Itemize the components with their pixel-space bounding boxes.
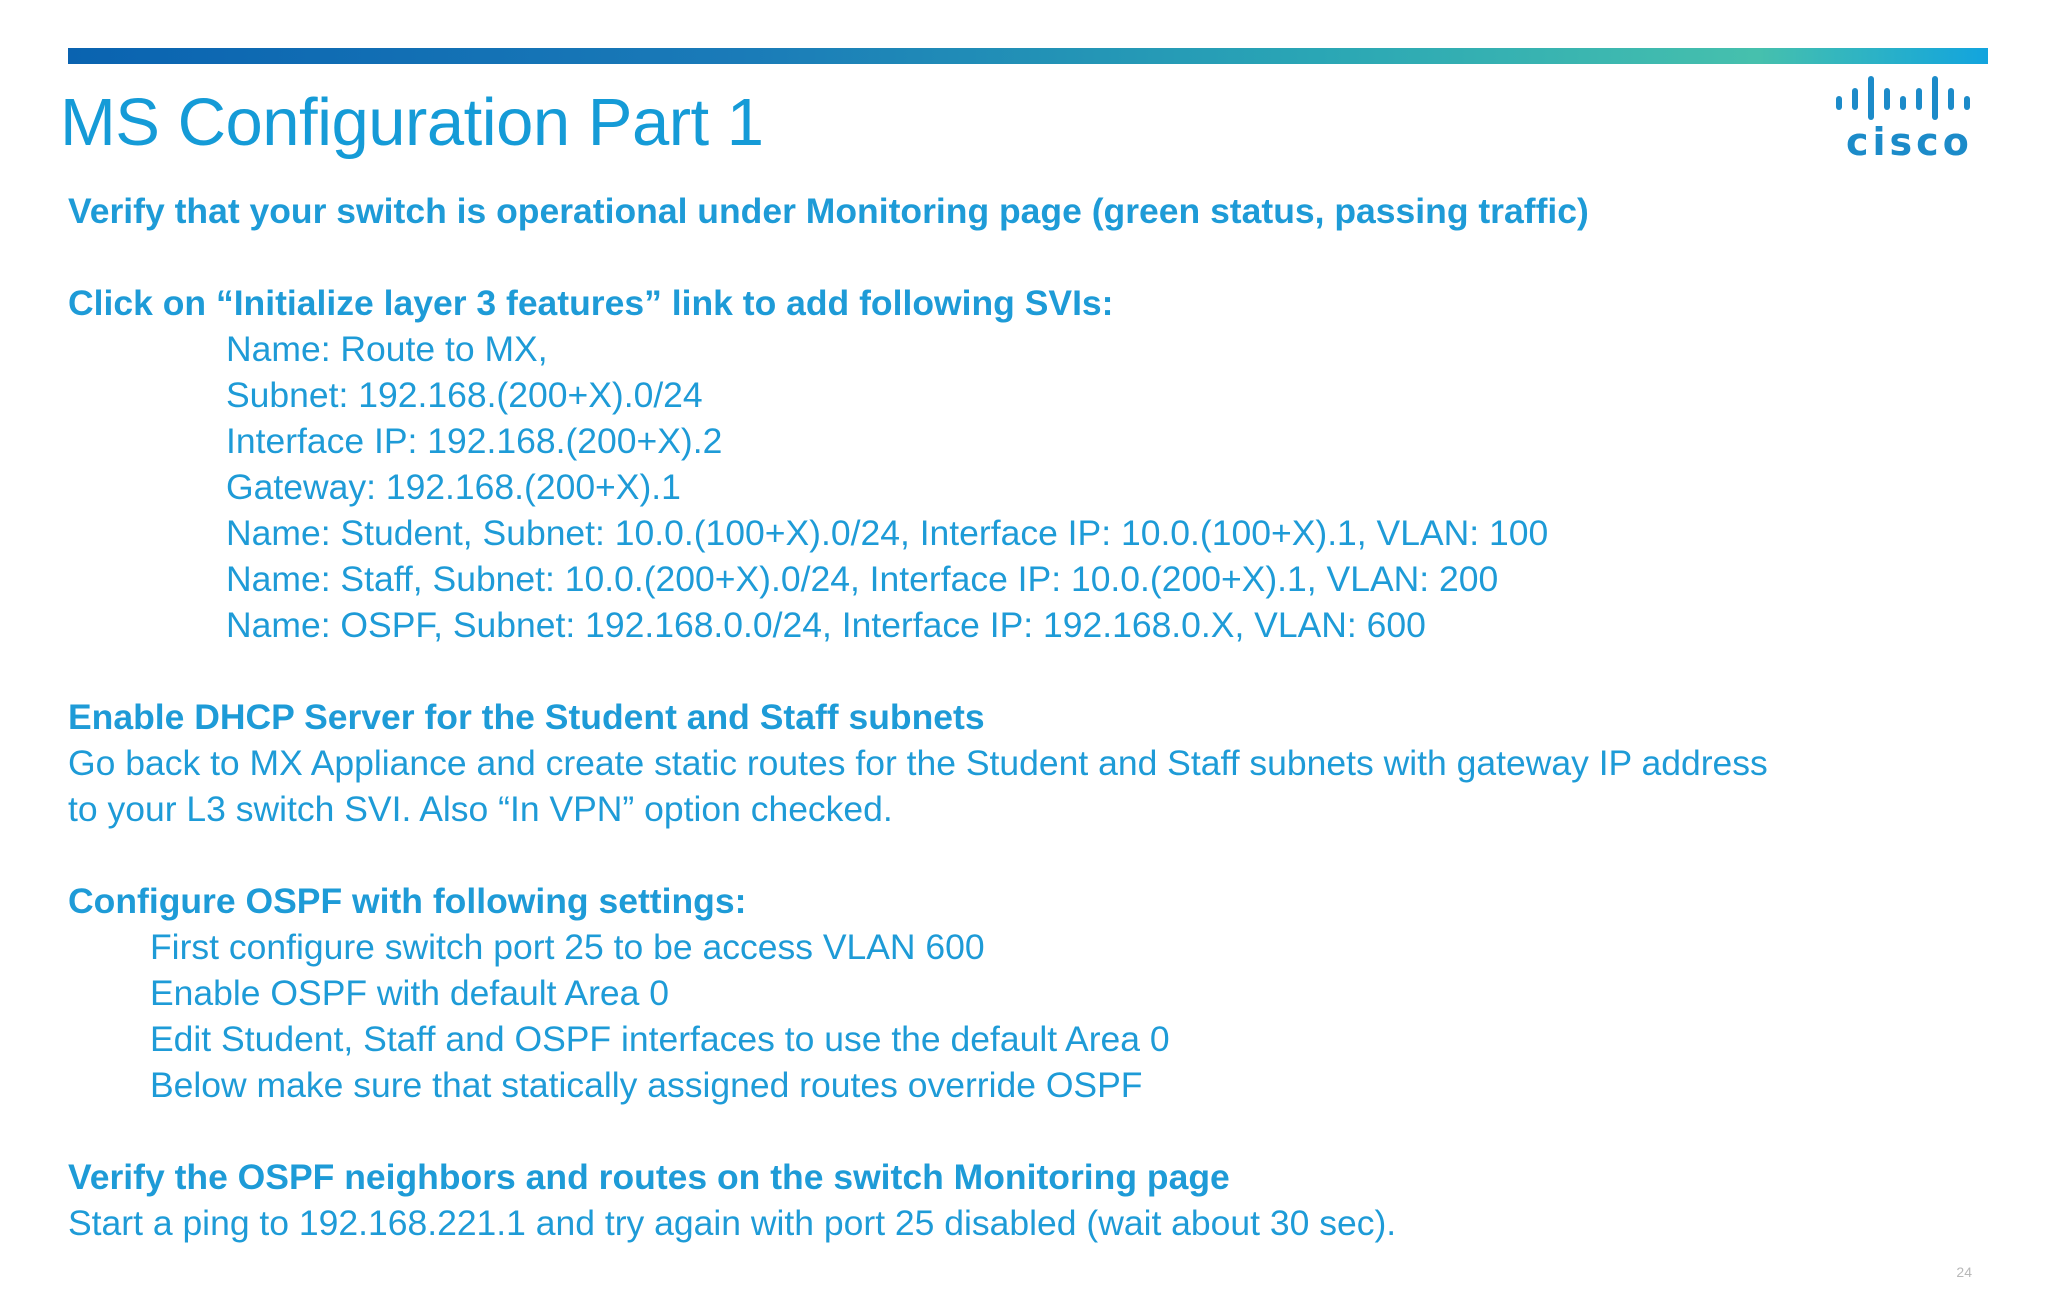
- initialize-l3-heading: Click on “Initialize layer 3 features” link to add following SVIs:: [68, 283, 1114, 323]
- cisco-logo-text: cisco: [1846, 120, 1973, 164]
- dhcp-heading: Enable DHCP Server for the Student and Staff subnets: [68, 697, 985, 737]
- svi-route-name: Name: Route to MX,: [226, 329, 548, 369]
- svi-route-gateway: Gateway: 192.168.(200+X).1: [226, 467, 681, 507]
- svi-ospf: Name: OSPF, Subnet: 192.168.0.0/24, Interface IP: 192.168.0.X, VLAN: 600: [226, 605, 1426, 645]
- slide-title: MS Configuration Part 1: [60, 85, 764, 160]
- ping-test-text: Start a ping to 192.168.221.1 and try again with port 25 disabled (wait about 30 sec).: [68, 1203, 1397, 1243]
- static-routes-text-2: to your L3 switch SVI. Also “In VPN” option checked.: [68, 789, 893, 829]
- cisco-logo-bars-icon: [1832, 76, 1992, 120]
- header-gradient-bar: [68, 48, 1988, 64]
- svi-staff: Name: Staff, Subnet: 10.0.(200+X).0/24, Interface IP: 10.0.(200+X).1, VLAN: 200: [226, 559, 1499, 599]
- ospf-step-port25: First configure switch port 25 to be access VLAN 600: [150, 927, 985, 967]
- ospf-step-static-override: Below make sure that statically assigned routes override OSPF: [150, 1065, 1143, 1105]
- verify-switch-heading: Verify that your switch is operational under Monitoring page (green status, passing traffic): [68, 191, 1589, 231]
- ospf-step-edit-interfaces: Edit Student, Staff and OSPF interfaces to use the default Area 0: [150, 1019, 1170, 1059]
- verify-ospf-heading: Verify the OSPF neighbors and routes on the switch Monitoring page: [68, 1157, 1230, 1197]
- ospf-heading: Configure OSPF with following settings:: [68, 881, 747, 921]
- ospf-step-enable: Enable OSPF with default Area 0: [150, 973, 669, 1013]
- cisco-logo: [1832, 76, 1992, 166]
- svi-route-subnet: Subnet: 192.168.(200+X).0/24: [226, 375, 703, 415]
- svi-student: Name: Student, Subnet: 10.0.(100+X).0/24, Interface IP: 10.0.(100+X).1, VLAN: 100: [226, 513, 1549, 553]
- static-routes-text-1: Go back to MX Appliance and create static routes for the Student and Staff subnets with gateway IP address: [68, 743, 1768, 783]
- page-number: 24: [1956, 1264, 1972, 1280]
- svi-route-interface-ip: Interface IP: 192.168.(200+X).2: [226, 421, 723, 461]
